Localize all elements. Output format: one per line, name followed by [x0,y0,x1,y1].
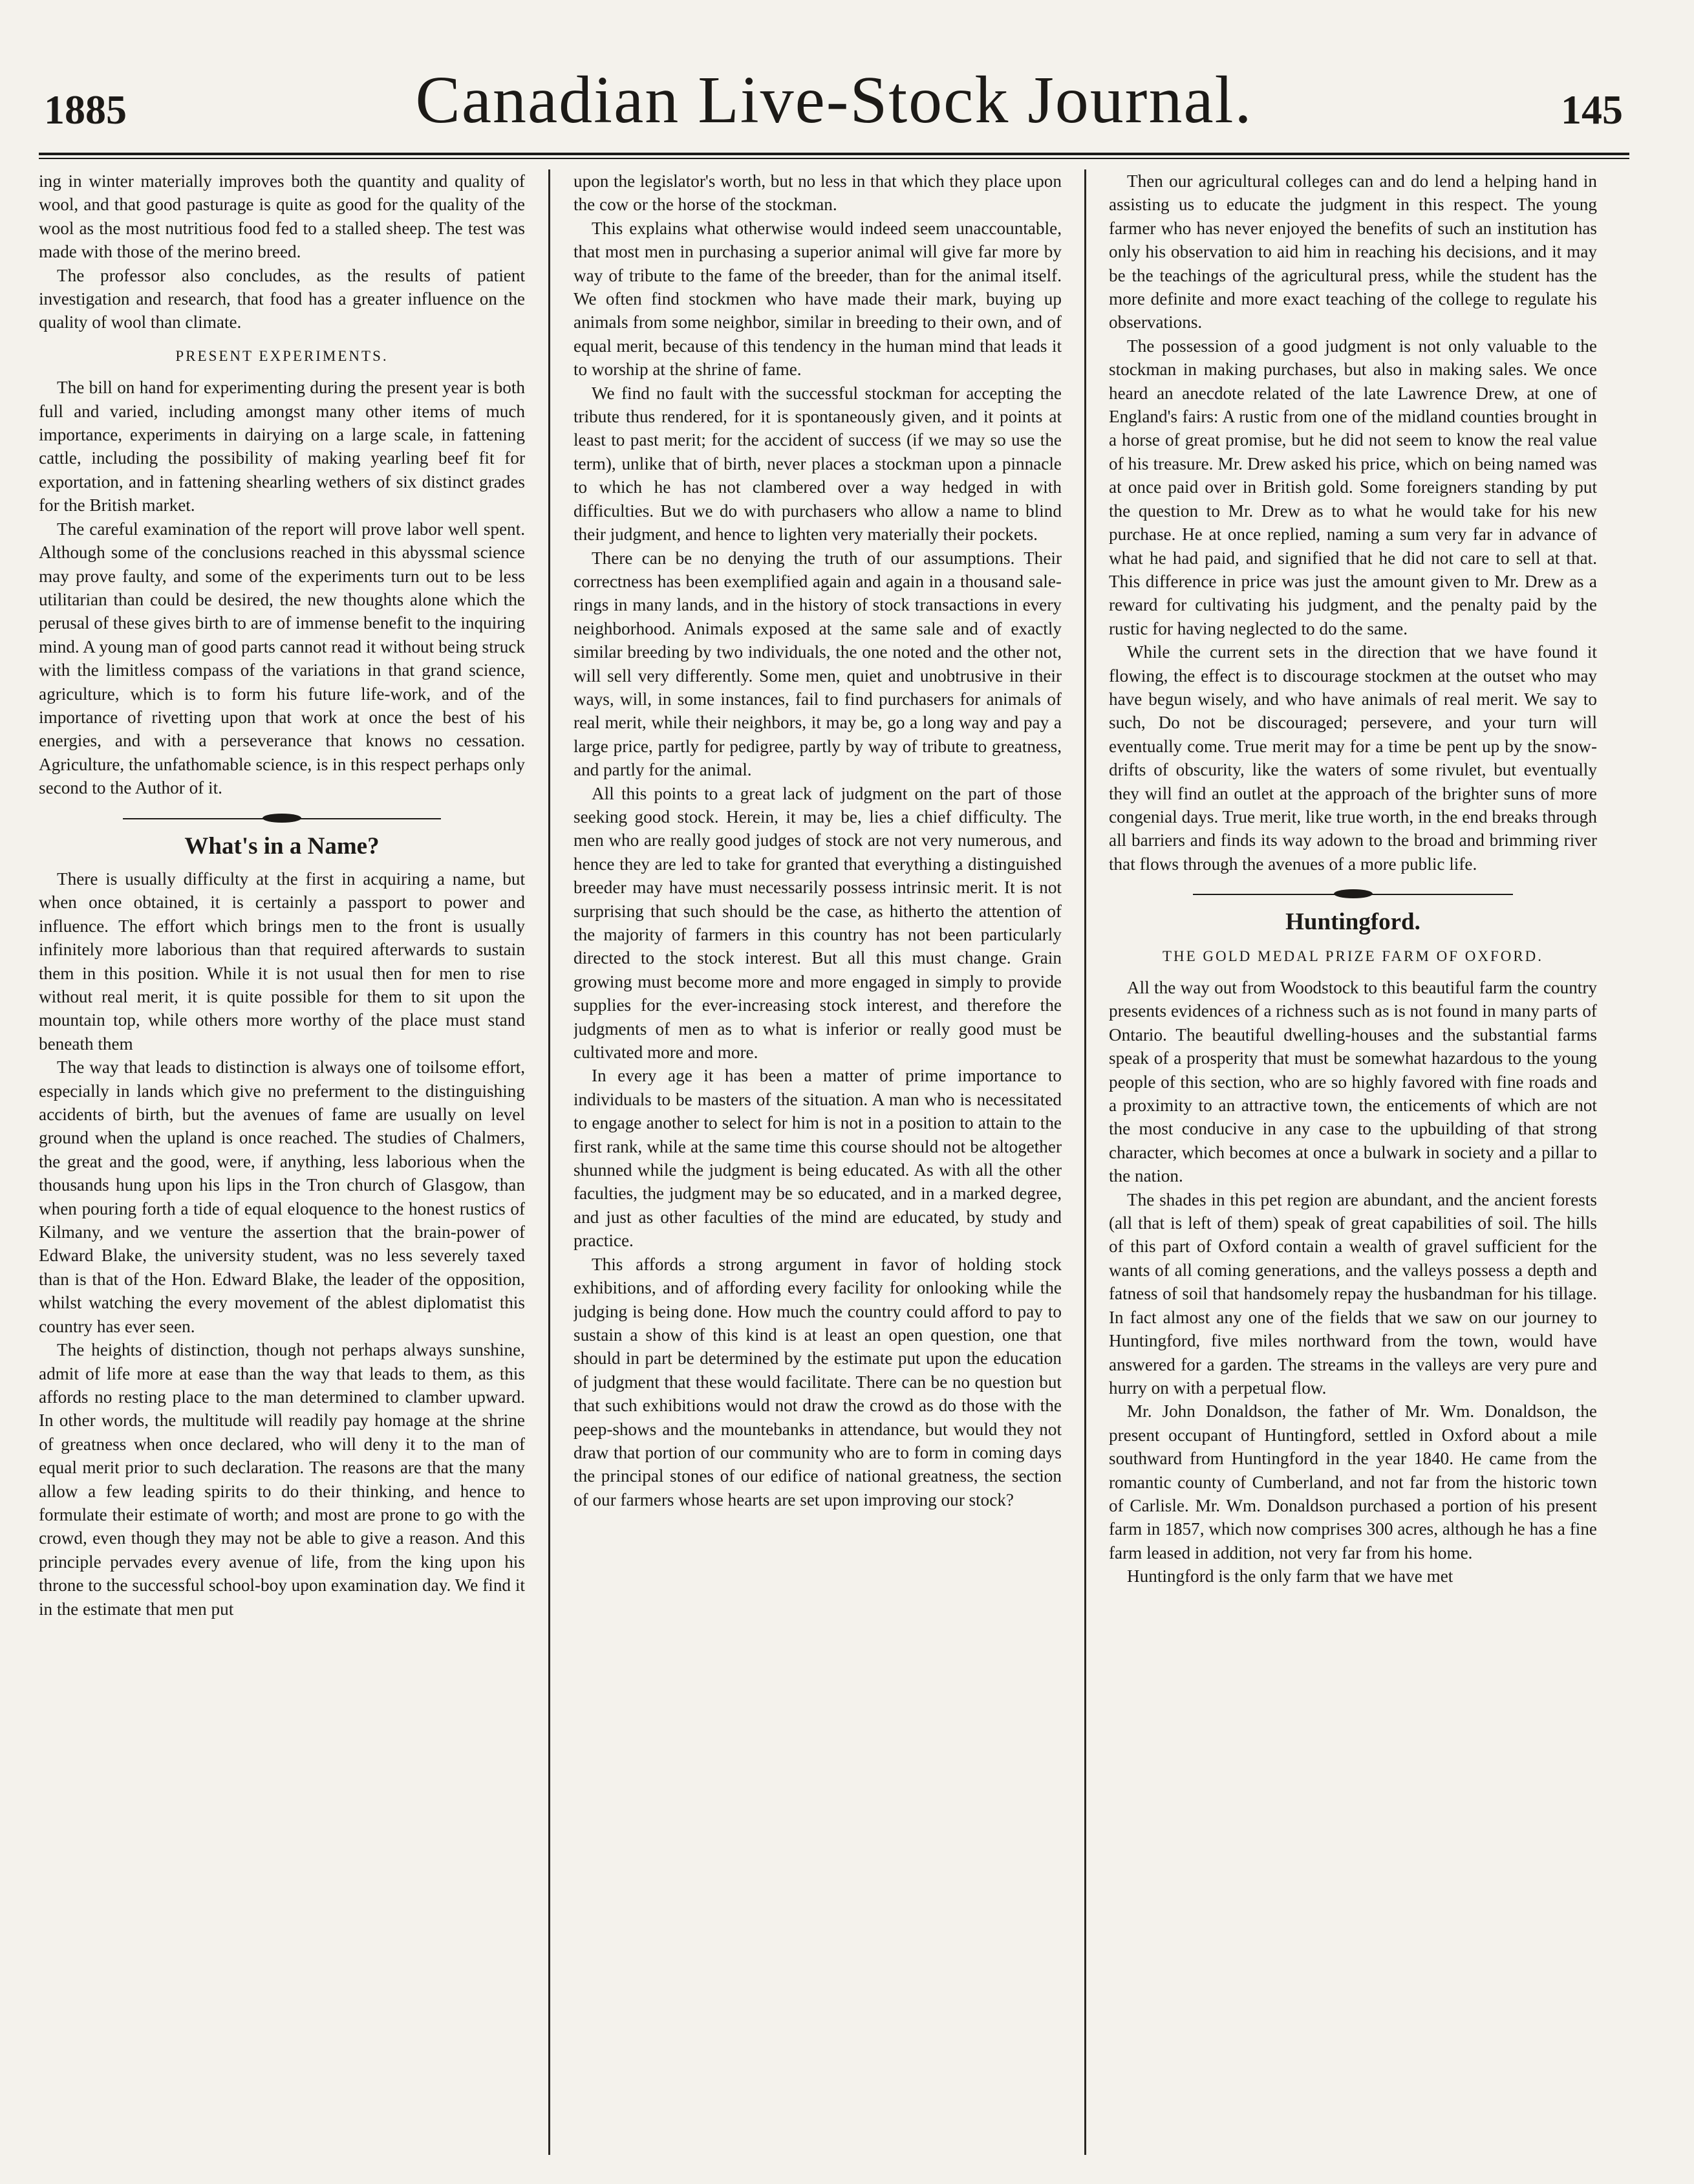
paragraph: The shades in this pet region are abundant, and the ancient forests (all that is left of them) speak of great capabilities of soil. The hills of this part of Oxford contain a wealth of gravel sufficient for the wants of all coming generations, and the valleys possess a depth and fatness of soil that handsomely repay the husbandman for his tillage. In fact almost any one of the fields that we saw on our journey to Huntingford, five miles northward from the town, would have answered for a garden. The streams in the valleys are very pure and hurry on with a perpetual flow. [1109,1189,1597,1398]
paragraph: The heights of distinction, though not perhaps always sunshine, admit of life more at ease than the way that leads to them, as this affords no resting place to the man determined to clamber upward. In other words, the multitude will readily pay homage at the shrine of greatness when once declared, who will deny it to the man of equal merit prior to such declaration. The reasons are that the many allow a few leading spirits to do their thinking, and hence to formulate their estimate of worth; and most are prone to go with the crowd, even though they may not be able to give a reason. And this principle pervades every avenue of life, from the king upon his throne to the successful school-boy upon examination day. We find it in the estimate that men put [39,1340,525,1619]
column-3 [1109,169,1597,2155]
paragraph: All the way out from Woodstock to this beautiful farm the country presents evidences of a richness such as is not found in many parts of Ontario. The beautiful dwelling-houses and the substantial farms speak of a prosperity that must be somewhat hazardous to the young people of this section, who are so highly favored with fine roads and a proximity to an attractive town, the enticements of which are not the most conducive in any case to the upbuilding of that strong character, which becomes at once a bulwark in society and a pillar to the nation. [1109,978,1597,1186]
paragraph: ing in winter materially improves both the quantity and quality of wool, and that good pasturage is quite as good for the quality of the wool as the most nutritious food fed to a stalled sheep. The test was made with those of the merino breed. [39,171,525,262]
paragraph: In every age it has been a matter of prime importance to individuals to be masters of the situation. A man who is necessitated to engage another to select for him is not in a position to attain to the first rank, while at the same time this course should not be altogether shunned while the judgment is being educated. As with all the other faculties, the judgment may be so educated, and in a marked degree, and just as other faculties of the mind are educated, by study and practice. [574,1066,1062,1251]
paragraph: The way that leads to distinction is always one of toilsome effort, especially in lands which give no preferment to the distinguishing accidents of birth, but the avenues of fame are usually on level ground when the upland is once reached. The studies of Chalmers, the great and the good, were, if anything, less laborious when the thousands hung upon his lips in the Tron church of Glasgow, than when pouring forth a tide of equal eloquence to the honest rustics of Kilmany, and we venture the assertion that the brain-power of Edward Blake, the university student, was no less severely taxed than is that of the Hon. Edward Blake, the leader of the opposition, whilst watching the every movement of the ablest diplomatist this country has ever seen. [39,1057,525,1336]
column-1 [39,169,525,2155]
header-rule [39,153,1629,155]
paragraph: We find no fault with the successful stockman for accepting the tribute thus rendered, for it is spontaneously given, and it points at least to past merit; for the accident of success (if we may so use the term), unlike that of birth, never places a stockman upon a pinnacle to which he has not clambered over a way hedged in with difficulties. But we do with purchasers who allow a name to blind their judgment, and hence to lighten very materially their pockets. [574,383,1062,545]
paragraph: Huntingford is the only farm that we have met [1127,1566,1453,1586]
article-columns [39,169,1629,2155]
page-number: 145 [1561,87,1623,133]
section-divider [1109,885,1597,903]
paragraph: There is usually difficulty at the first in acquiring a name, but when once obtained, it is certainly a passport to power and influence. The effort which brings men to the front is usually infinitely more laborious than that required afterwards to sustain them in this position. While it is not usual then for men to rise without real merit, it is quite possible for them to sit upon the mountain top, while others more worthy of the place must stand beneath them [39,869,525,1054]
paragraph: This affords a strong argument in favor of holding stock exhibitions, and of affording every facility for onlooking while the judging is being done. How much the country could afford to pay to sustain a show of this kind is at least an open question, one that should in part be determined by the estimate put upon the education of judgment that these would facilitate. There can be no question but that such exhibitions would not draw the crowd as do those with the peep-shows and the mountebanks in attendance, but would they not draw that portion of our community who are to form in coming days the principal stones of our edifice of national greatness, the section of our farmers whose hearts are set upon improving our stock? [574,1254,1062,1509]
paragraph: The possession of a good judgment is not only valuable to the stockman in making purchases, but also in making sales. We once heard an anecdote related of the late Lawrence Drew, at one of England's fairs: A rustic from one of the midland counties brought in a horse of great promise, but he did not seem to know the real value of his treasure. Mr. Drew asked his price, which on being named was at once paid over in British gold. Some foreigners standing by put the question to Mr. Drew as to what he would take for his new purchase. He at once replied, naming a sum very far in advance of what he had paid, and signified that he did not care to sell at that. This difference in price was just the amount given to Mr. Drew as a reward for cultivating his judgment, and the penalty paid by the rustic for having neglected to do the same. [1109,336,1597,638]
masthead [39,61,1629,146]
article-subheading: THE GOLD MEDAL PRIZE FARM OF OXFORD. [1162,947,1544,964]
paragraph: Mr. John Donaldson, the father of Mr. Wm. Donaldson, the present occupant of Huntingford, settled in Oxford about a mile southward from Huntingford in the year 1840. He came from the romantic county of Cumberland, and not far from the historic town of Carlisle. Mr. Wm. Donaldson purchased a portion of his present farm in 1857, which now comprises 300 acres, although he has a fine farm leased in addition, not very far from his home. [1109,1401,1597,1562]
paragraph: upon the legislator's worth, but no less in that which they place upon the cow or the horse of the stockman. [574,171,1062,215]
paragraph: The professor also concludes, as the results of patient investigation and research, that food has a greater influence on the quality of wool than climate. [39,265,525,332]
paragraph: The careful examination of the report will prove labor well spent. Although some of the conclusions reached in this abyssmal science may prove faulty, and some of the experiments turn out to be less utilitarian than could be desired, the new thoughts alone which the perusal of these gives birth to are of immense benefit to the inquiring mind. A young man of good parts cannot read it without being struck with the limitless compass of the variations in that grand science, agriculture, which is to form his future life-work, and of the importance of rivetting upon that work at once the best of his energies, and with a perseverance that knows no cessation. Agriculture, the unfathomable science, is in this respect perhaps only second to the Author of it. [39,519,525,798]
header-rule-thin [39,158,1629,159]
paragraph: The bill on hand for experimenting during the present year is both full and varied, including amongst many other items of much importance, experiments in dairying on a large scale, in fattening cattle, including the possibility of making yearling beef fit for exportation, and in fattening shearling wethers of six distinct grades for the British market. [39,378,525,515]
paragraph: There can be no denying the truth of our assumptions. Their correctness has been exemplified again and again in a thousand sale-rings in many lands, and in the history of stock transactions in every neighborhood. Animals exposed at the same sale and of exactly similar breeding by two individuals, the one noted and the other not, will sell very differently. Some men, quiet and unobtrusive in their ways, will, in some instances, fail to find purchasers for animals of real merit, while their neighbors, it may be, go a long way and pay a large price, partly for pedigree, partly by way of tribute to greatness, and partly for the animal. [574,548,1062,780]
issue-year: 1885 [44,87,127,133]
paragraph: Then our agricultural colleges can and do lend a helping hand in assisting us to educate the judgment in this respect. The young farmer who has never enjoyed the benefits of such an institution has only his observation to aid him in reaching his decisions, and it may be the teachings of the agricultural press, while the student has the more definite and more exact teaching of the college to regulate his observations. [1109,171,1597,332]
paragraph: All this points to a great lack of judgment on the part of those seeking good stock. Herein, it may be, lies a chief difficulty. The men who are really good judges of stock are not very numerous, and hence they are led to take for granted that everything a distinguished breeder may have must necessarily possess intrinsic merit. It is not surprising that such should be the case, as hitherto the attention of the majority of farmers in this country has not been particularly directed to the stock interest. But all this must change. Grain growing must become more and more engaged in simply to provide supplies for the ever-increasing stock interest, and therefore the judgments of men as to what is inferior or really good must be cultivated more and more. [574,783,1062,1063]
section-divider [39,809,525,827]
article-heading: What's in a Name? [184,832,380,860]
journal-title: Canadian Live-Stock Journal. [415,63,1253,137]
column-2 [574,169,1062,2155]
paragraph: While the current sets in the direction that we have found it flowing, the effect is to discourage stockmen at the outset who may have begun wisely, and who have animals of real merit. We say to such, Do not be discouraged; persevere, and your turn will eventually come. True merit may for a time be pent up by the snow-drifts of obscurity, like the waters of some rivulet, but eventually they will find an outlet at the approach of the brighter suns of more congenial days. True merit, like true worth, in the end breaks through all barriers and finds its way adown to the broad and brimming river that flows through the avenues of a more public life. [1109,642,1597,874]
paragraph: This explains what otherwise would indeed seem unaccountable, that most men in purchasing a superior animal will give far more by way of tribute to the fame of the breeder, than for the animal itself. We often find stockmen who have made their mark, buying up animals from some neighbor, similar in breeding to their own, and of equal merit, because of this tendency in the human mind that leads it to worship at the shrine of fame. [574,218,1062,380]
article-heading: Huntingford. [1285,909,1421,936]
section-subheading: PRESENT EXPERIMENTS. [175,347,389,364]
